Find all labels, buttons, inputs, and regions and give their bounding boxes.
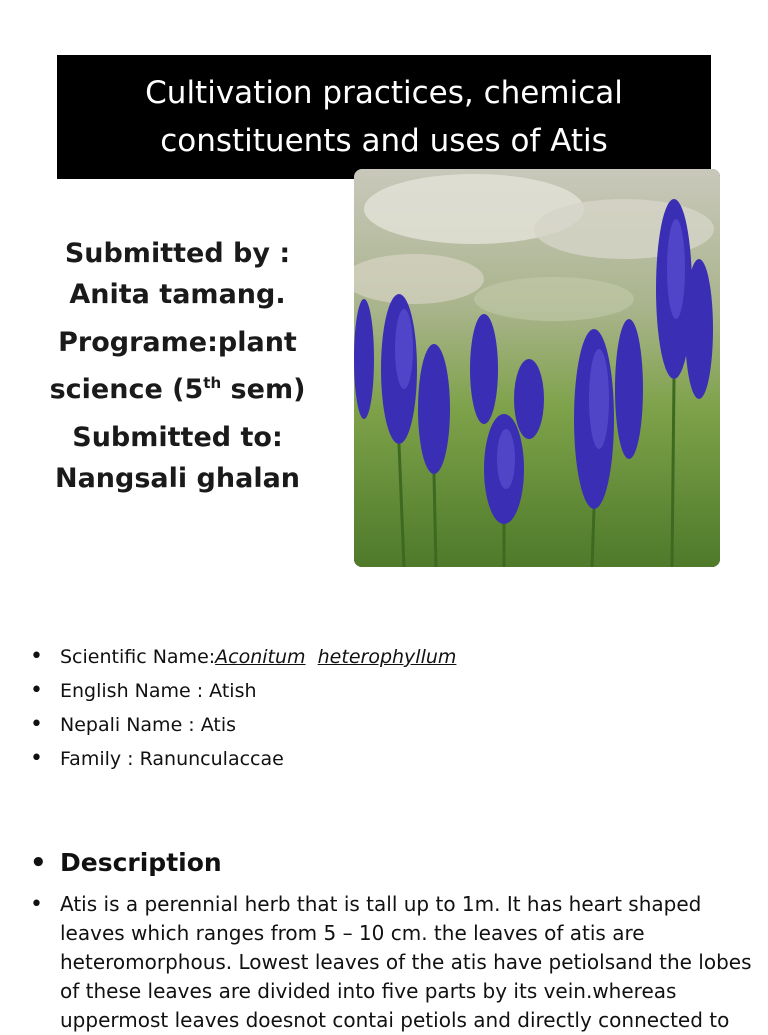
title-line-1: Cultivation practices, chemical bbox=[145, 75, 623, 111]
scientific-genus: Aconitum bbox=[215, 646, 306, 668]
scientific-label: Scientific Name: bbox=[60, 646, 216, 668]
submitted-to bbox=[20, 417, 335, 499]
submitted-by: Submitted by : Anita tamang. bbox=[64, 238, 291, 310]
programe-prefix: Programe:plant science (5 bbox=[49, 327, 297, 405]
programe bbox=[20, 322, 335, 410]
submitted-to-name: Nangsali ghalan bbox=[54, 463, 301, 494]
flower-photo-icon bbox=[354, 169, 720, 567]
list-item-scientific-name bbox=[30, 640, 456, 674]
title-line-2: constituents and uses of Atis bbox=[160, 123, 608, 159]
list-item-family: • Family : Ranunculaccae bbox=[30, 742, 456, 776]
description-text: • Atis is a perennial herb that is tall up to 1m. It has heart shaped leaves which ranges from 5 – 10 cm. the leaves of atis are heteromorphous. Lowest leaves of the atis have petiolsand the lobes of these leaves are divided into five parts by its vein.whereas uppermost leaves doesnot contai petiols and directly connected to bbox=[30, 890, 760, 1035]
list-item-english-name: • English Name : Atish bbox=[30, 674, 456, 708]
slide-title bbox=[57, 55, 711, 179]
scientific-species: heterophyllum bbox=[317, 646, 457, 668]
programe-sup: th bbox=[203, 374, 222, 392]
description-heading: • Description bbox=[30, 848, 222, 877]
list-item-nepali-name: • Nepali Name : Atis bbox=[30, 708, 456, 742]
plant-facts-list bbox=[30, 640, 456, 776]
atis-flower-photo bbox=[354, 169, 720, 567]
submission-info bbox=[20, 233, 335, 499]
programe-suffix: sem) bbox=[221, 374, 306, 405]
submitted-to-label: Submitted to: bbox=[72, 422, 283, 453]
